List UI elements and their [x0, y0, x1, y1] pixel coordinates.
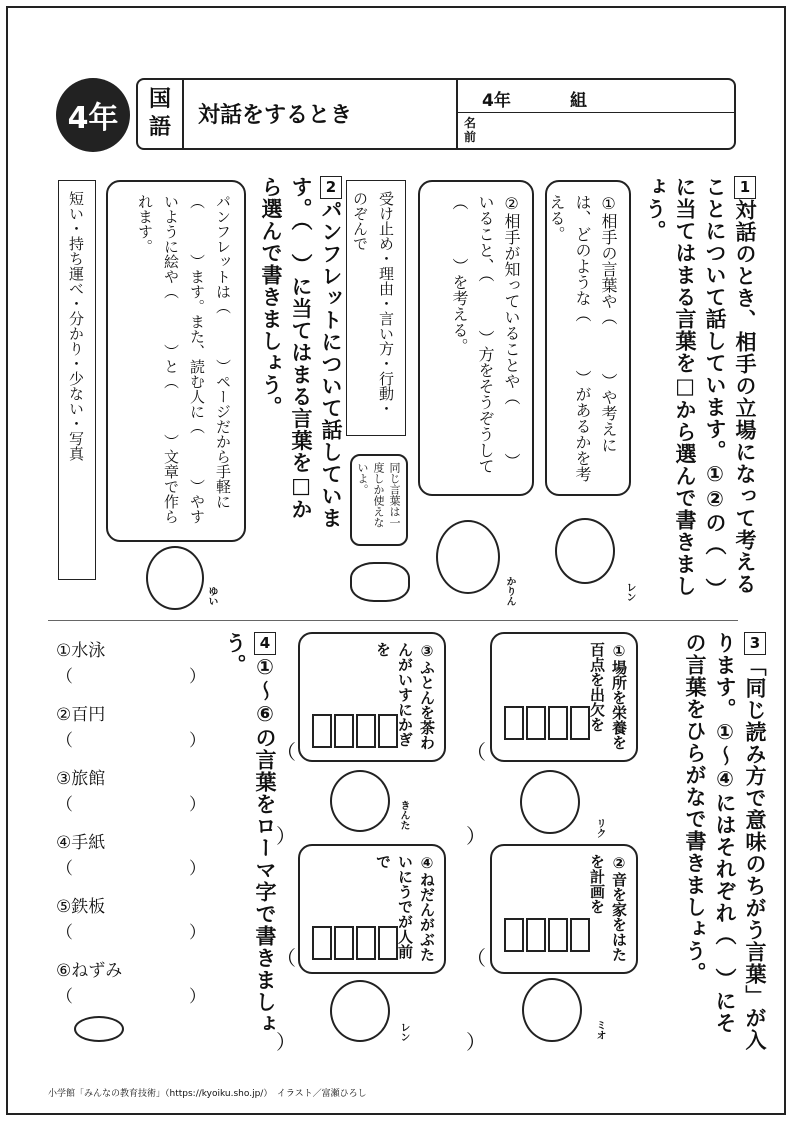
paren-open: （ — [56, 667, 73, 687]
q3-b4-num: ④ — [418, 854, 436, 872]
answer-square[interactable] — [334, 714, 354, 748]
romaji-item-6: ⑥ねずみ — [56, 961, 123, 981]
q3-b1-line-1: 場所を — [610, 660, 628, 705]
paren-close: ） — [189, 987, 206, 1007]
q3-b1-line-3: 百点を — [588, 642, 606, 687]
q3-bubble-4 — [298, 844, 446, 974]
q3-paren-close-4: ） — [276, 1030, 296, 1054]
paren-open: （ — [56, 987, 73, 1007]
name-box — [456, 80, 736, 148]
q1-bubble-1: ①相手の言葉や（ ）や考えには、どのような（ ）があるかを考える。 — [545, 180, 631, 496]
q4-text: ①〜⑥の言葉をローマ字で書きましょう。 — [223, 632, 277, 1035]
char-label-karin: かりん — [504, 576, 515, 606]
q3-b4-line-2: ぶたいに — [396, 854, 436, 962]
q3-paren-open-1: （ — [466, 740, 486, 764]
yui-character-icon — [146, 546, 204, 610]
romaji-item-5: ⑤鉄板 — [56, 897, 106, 917]
q1-instruction — [640, 176, 760, 616]
q1-hint-bubble: 同じ言葉は一度しか使えないよ。 — [350, 454, 408, 546]
q3-bubble-2 — [490, 844, 638, 974]
q3-text: 「同じ読み方で意味のちがう言葉」が入ります。①〜④にはそれぞれ（ ）にその言葉をひらがなで書きましょう。 — [683, 632, 767, 1051]
answer-square[interactable] — [334, 926, 354, 960]
q3-instruction — [680, 632, 770, 1052]
answer-square[interactable] — [570, 918, 590, 952]
paren-open: （ — [56, 923, 73, 943]
char-label-mio: ミオ — [594, 1020, 605, 1040]
q3-b4-answer-squares — [312, 926, 398, 960]
q3-paren-close-1: ） — [466, 824, 486, 848]
answer-square[interactable] — [378, 926, 398, 960]
q3-bubble-1 — [490, 632, 638, 762]
char-label-riku: リク — [594, 818, 605, 838]
q2-bubble: パンフレットは（ ）ページだから手軽に（ ）ます。また、読む人に（ ）やすいように絵や（ ）と（ ）文章で作られます。 — [106, 180, 246, 542]
class-text: 組 — [570, 91, 587, 111]
romaji-item-2: ②百円 — [56, 705, 106, 725]
q4-number: 4 — [256, 634, 274, 653]
answer-square[interactable] — [504, 918, 524, 952]
q3-b4-line-3: うでが — [396, 884, 414, 929]
subject-char-1: 国 — [148, 87, 171, 112]
romaji-answer-6[interactable] — [56, 982, 206, 1007]
q3-b3-line-3: いすに — [396, 672, 414, 717]
dog-icon — [350, 562, 410, 602]
q3-paren-close-3: ） — [276, 824, 296, 848]
paren-close: ） — [189, 859, 206, 879]
q2-text: パンフレットについて話しています。（ ）に当てはまる言葉を□から選んで書きましょう。 — [259, 176, 343, 529]
grade-badge: 4年 — [56, 78, 130, 152]
romaji-answer-1[interactable] — [56, 662, 206, 687]
char-label-ren: レン — [624, 582, 635, 602]
ren-character-icon-2 — [330, 980, 390, 1042]
q3-b1-num: ① — [610, 642, 628, 660]
q3-number: 3 — [746, 634, 764, 653]
mouse-icon — [74, 1016, 124, 1042]
q3-paren-open-2: （ — [466, 946, 486, 970]
romaji-answer-3[interactable] — [56, 790, 206, 815]
worksheet-title: 対話をするとき — [198, 103, 353, 128]
q3-b3-line-4: かぎを — [374, 642, 414, 747]
worksheet-header — [136, 78, 736, 150]
q3-paren-open-4: （ — [276, 946, 296, 970]
answer-square[interactable] — [548, 918, 568, 952]
paren-close: ） — [189, 923, 206, 943]
answer-square[interactable] — [312, 714, 332, 748]
q3-b2-line-2: 家を — [610, 902, 628, 932]
q2-number: 2 — [322, 178, 340, 197]
ren-character-icon — [555, 518, 615, 584]
q3-b2-line-1: 音を — [610, 872, 628, 902]
answer-square[interactable] — [312, 926, 332, 960]
answer-square[interactable] — [356, 926, 376, 960]
answer-square[interactable] — [356, 714, 376, 748]
q1-bubble-2: ②相手が知っていることや（ ）いること、（ ）方をそうぞうして（ ）を考える。 — [418, 180, 534, 496]
q3-b2-answer-squares — [504, 918, 590, 952]
answer-square[interactable] — [378, 714, 398, 748]
footer-credit: 小学館「みんなの教育技術」（https://kyoiku.sho.jp/） イラスト／富瀬ひろし — [48, 1089, 367, 1099]
answer-square[interactable] — [526, 918, 546, 952]
answer-square[interactable] — [548, 706, 568, 740]
q3-b4-line-4: 人前で — [374, 854, 414, 959]
q4-instruction — [220, 632, 280, 1052]
subject-char-2: 語 — [148, 115, 171, 140]
riku-character-icon — [520, 770, 580, 834]
char-label-ren-2: レン — [398, 1022, 409, 1042]
q3-b1-line-4: 出欠を — [588, 687, 606, 732]
q3-b3-line-1: ふとんを — [418, 660, 436, 720]
paren-close: ） — [189, 667, 206, 687]
q2-instruction — [256, 176, 346, 536]
q1-number: 1 — [736, 178, 754, 197]
section-divider — [48, 620, 738, 621]
q3-b2-num: ② — [610, 854, 628, 872]
answer-square[interactable] — [570, 706, 590, 740]
answer-square[interactable] — [504, 706, 524, 740]
name-label: 名前 — [464, 116, 477, 144]
char-label-kinta: きんた — [398, 800, 409, 830]
kinta-character-icon — [330, 770, 390, 832]
romaji-item-3: ③旅館 — [56, 769, 106, 789]
q3-b3-line-2: 茶わんが — [396, 642, 436, 750]
paren-open: （ — [56, 859, 73, 879]
q3-b1-answer-squares — [504, 706, 590, 740]
q3-bubble-3 — [298, 632, 446, 762]
answer-square[interactable] — [526, 706, 546, 740]
class-row — [458, 80, 736, 113]
q3-paren-close-2: ） — [466, 1030, 486, 1054]
paren-open: （ — [56, 795, 73, 815]
romaji-item-4: ④手紙 — [56, 833, 106, 853]
subject-label — [138, 80, 184, 148]
q1-text: 対話のとき、相手の立場になって考えることについて話しています。①②の（ ）に当てはまる言葉を□から選んで書きましょう。 — [643, 176, 757, 600]
romaji-answer-2[interactable] — [56, 726, 206, 751]
romaji-answer-4[interactable] — [56, 854, 206, 879]
romaji-answer-5[interactable] — [56, 918, 206, 943]
grade-text: 4年 — [482, 91, 511, 111]
q1-choice-box: 受け止め・理由・言い方・行動・のぞんで — [346, 180, 406, 436]
paren-open: （ — [56, 731, 73, 751]
q3-paren-open-3: （ — [276, 740, 296, 764]
paren-close: ） — [189, 731, 206, 751]
karin-character-icon — [436, 520, 500, 594]
q3-b3-answer-squares — [312, 714, 398, 748]
q3-b4-line-1: ねだんが — [418, 872, 436, 932]
q3-b3-num: ③ — [418, 642, 436, 660]
q3-b2-line-4: 計画を — [588, 869, 606, 914]
char-label-yui: ゆい — [206, 586, 217, 606]
q2-choice-box: 短い・持ち運べ・分かり・少ない・写真 — [58, 180, 96, 580]
q3-b1-line-2: 栄養を — [610, 705, 628, 750]
paren-close: ） — [189, 795, 206, 815]
mio-character-icon — [522, 978, 582, 1042]
romaji-item-1: ①水泳 — [56, 641, 106, 661]
q3-b2-line-3: はたを — [588, 854, 628, 962]
